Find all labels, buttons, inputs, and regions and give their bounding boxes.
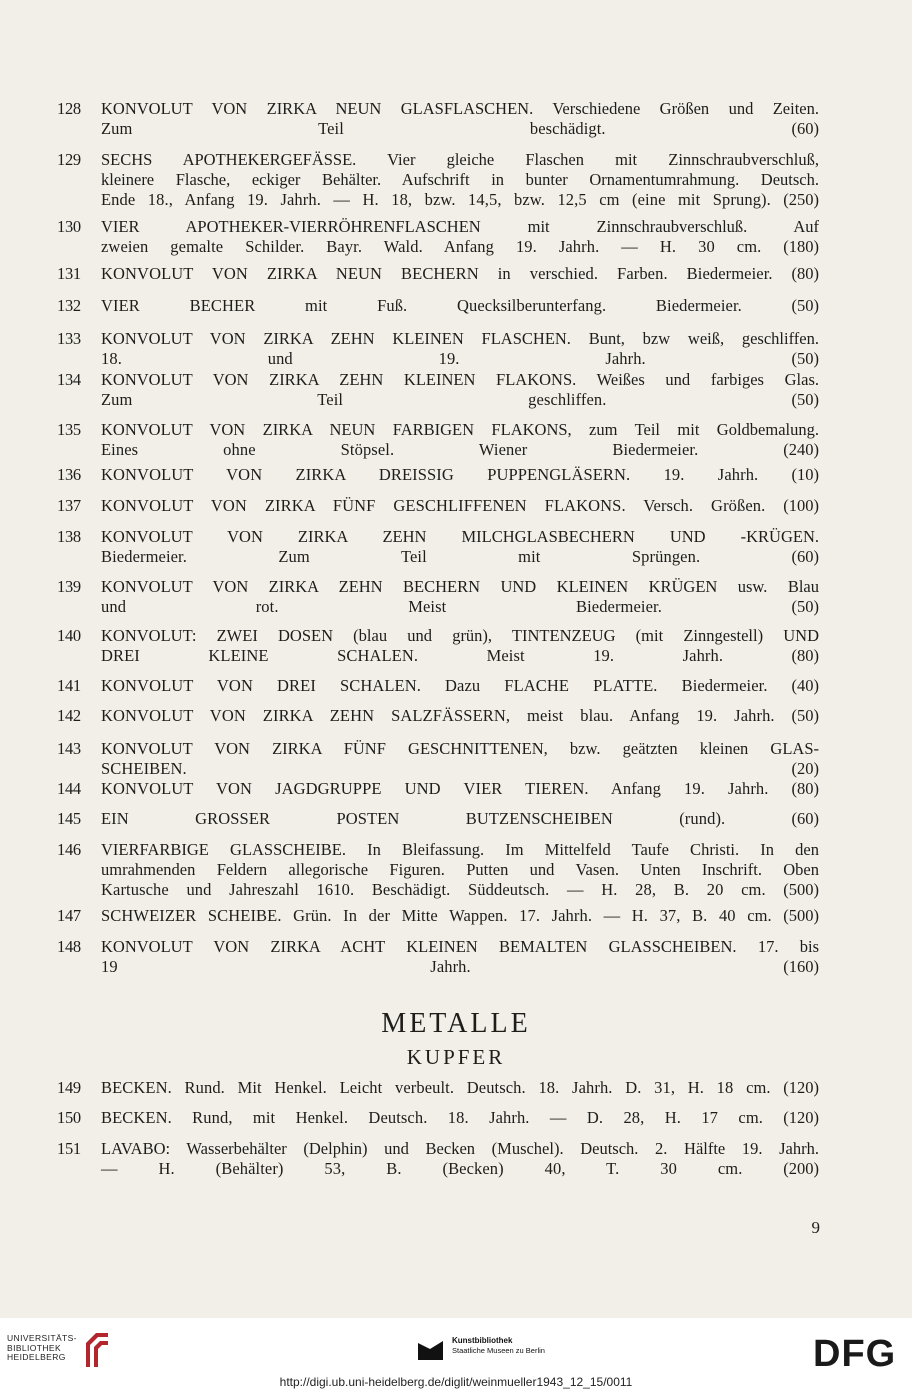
description-last-line [101, 779, 819, 799]
description-text: SCHWEIZER SCHEIBE. Grün. In der Mitte Wappen. 17. Jahrh. — H. 37, B. 40 cm. [101, 906, 772, 925]
lot-description [101, 937, 819, 977]
lot-number: 143 [57, 739, 81, 758]
lot-description [101, 370, 819, 410]
estimate-price: (20) [791, 759, 819, 778]
description-last-line [101, 706, 819, 726]
estimate-price: (80) [791, 646, 820, 665]
estimate-price: (50) [791, 390, 819, 409]
description-line: umrahmenden Feldern allegorische Figuren. Putten und Vasen. Unten Inschrift. Oben [101, 860, 819, 879]
estimate-price: (40) [791, 676, 820, 695]
lot-number: 141 [57, 676, 81, 695]
description-line: KONVOLUT VON ZIRKA ZEHN KLEINEN FLAKONS. Weißes und farbiges Glas. [101, 370, 819, 389]
description-text: 19 Jahrh. [101, 957, 471, 976]
description-text: KONVOLUT VON JAGDGRUPPE UND VIER TIEREN. Anfang 19. Jahrh. [101, 779, 769, 798]
description-text: Kartusche und Jahreszahl 1610. Beschädigt. Süddeutsch. — H. 28, B. 20 cm. [101, 880, 766, 899]
description-last-line [101, 646, 819, 666]
lot-description [101, 496, 819, 516]
description-last-line [101, 880, 819, 900]
description-text: KONVOLUT VON ZIRKA DREISSIG PUPPENGLÄSERN. 19. Jahrh. [101, 465, 759, 484]
dfg-logo: DFG [813, 1333, 897, 1375]
description-text: Zum Teil geschliffen. [101, 390, 607, 409]
lot-description [101, 906, 819, 926]
lot-number: 144 [57, 779, 81, 798]
estimate-price: (50) [791, 349, 820, 368]
description-text: KONVOLUT VON ZIRKA FÜNF GESCHLIFFENEN FLAKONS. Versch. Größen. [101, 496, 766, 515]
description-last-line [101, 190, 819, 210]
description-last-line [101, 906, 819, 926]
description-text: KONVOLUT VON ZIRKA NEUN BECHERN in verschied. Farben. Biedermeier. [101, 264, 773, 283]
lot-number: 129 [57, 150, 81, 169]
kb-name: Kunstbibliothek [452, 1336, 513, 1345]
lot-number: 142 [57, 706, 81, 725]
description-last-line [101, 547, 819, 567]
estimate-price: (50) [791, 706, 819, 725]
lot-number: 138 [57, 527, 81, 546]
lot-description [101, 676, 819, 696]
description-line: SECHS APOTHEKERGEFÄSSE. Vier gleiche Flaschen mit Zinnschraubverschluß, [101, 150, 819, 169]
description-line: kleinere Flasche, eckiger Behälter. Aufschrift in bunter Ornamentumrahmung. Deutsch. [101, 170, 819, 189]
description-last-line [101, 465, 819, 485]
lot-description [101, 706, 819, 726]
university-library-name [7, 1334, 77, 1363]
description-line: VIER APOTHEKER-VIERRÖHRENFLASCHEN mit Zinnschraubverschluß. Auf [101, 217, 819, 236]
lot-number: 149 [57, 1078, 81, 1097]
university-line: HEIDELBERG [7, 1352, 66, 1362]
estimate-price: (100) [783, 496, 819, 515]
estimate-price: (60) [791, 809, 820, 828]
lot-description [101, 1139, 819, 1179]
description-text: 18. und 19. Jahrh. [101, 349, 646, 368]
description-last-line [101, 440, 819, 460]
university-logo-icon [82, 1331, 112, 1369]
lot-description [101, 465, 819, 485]
description-line: KONVOLUT VON ZIRKA ZEHN KLEINEN FLASCHEN. Bunt, bzw weiß, geschliffen. [101, 329, 819, 348]
description-last-line [101, 957, 819, 977]
lot-description [101, 217, 819, 257]
lot-number: 136 [57, 465, 81, 484]
lot-number: 140 [57, 626, 81, 645]
description-last-line [101, 296, 819, 316]
lot-description [101, 809, 819, 829]
lot-number: 134 [57, 370, 81, 389]
description-last-line [101, 349, 819, 369]
lot-number: 128 [57, 99, 81, 118]
lot-description [101, 840, 819, 900]
description-line: LAVABO: Wasserbehälter (Delphin) und Becken (Muschel). Deutsch. 2. Hälfte 19. Jahrh. [101, 1139, 819, 1158]
lot-description [101, 779, 819, 799]
lot-number: 150 [57, 1108, 81, 1127]
description-text: SCHEIBEN. [101, 759, 187, 778]
description-last-line [101, 264, 819, 284]
lot-number: 148 [57, 937, 81, 956]
kunstbibliothek-text [452, 1336, 545, 1356]
university-line: UNIVERSITÄTS- [7, 1333, 77, 1343]
estimate-price: (500) [783, 880, 819, 899]
estimate-price: (50) [791, 296, 820, 315]
description-line: KONVOLUT VON ZIRKA NEUN FARBIGEN FLAKONS, zum Teil mit Goldbemalung. [101, 420, 819, 439]
description-text: und rot. Meist Biedermeier. [101, 597, 662, 616]
description-last-line [101, 1159, 819, 1179]
lot-description [101, 264, 819, 284]
lot-description [101, 577, 819, 617]
estimate-price: (250) [783, 190, 820, 209]
description-text: Zum Teil beschädigt. [101, 119, 606, 138]
lot-number: 135 [57, 420, 81, 439]
description-last-line [101, 496, 819, 516]
kb-subtitle: Staatliche Museen zu Berlin [452, 1346, 545, 1355]
estimate-price: (10) [791, 465, 819, 484]
footer-bar [0, 1318, 912, 1389]
lot-description [101, 329, 819, 369]
lot-number: 137 [57, 496, 81, 515]
description-text: KONVOLUT VON ZIRKA ZEHN SALZFÄSSERN, meist blau. Anfang 19. Jahrh. [101, 706, 775, 725]
description-text: Biedermeier. Zum Teil mit Sprüngen. [101, 547, 701, 566]
lot-description [101, 739, 819, 779]
estimate-price: (160) [783, 957, 820, 976]
section-heading: METALLE [381, 1008, 531, 1039]
lot-description [101, 626, 819, 666]
lot-number: 139 [57, 577, 81, 596]
lot-number: 147 [57, 906, 81, 925]
description-last-line [101, 809, 819, 829]
description-line: KONVOLUT VON ZIRKA ACHT KLEINEN BEMALTEN GLASSCHEIBEN. 17. bis [101, 937, 819, 956]
description-last-line [101, 390, 819, 410]
description-line: KONVOLUT VON ZIRKA FÜNF GESCHNITTENEN, bzw. geätzten kleinen GLAS- [101, 739, 819, 758]
description-last-line [101, 1108, 819, 1128]
lot-number: 131 [57, 264, 81, 283]
description-line: KONVOLUT VON ZIRKA ZEHN BECHERN UND KLEINEN KRÜGEN usw. Blau [101, 577, 819, 596]
description-text: BECKEN. Rund. Mit Henkel. Leicht verbeult. Deutsch. 18. Jahrh. D. 31, H. 18 cm. [101, 1078, 771, 1097]
description-text: KONVOLUT VON DREI SCHALEN. Dazu FLACHE PLATTE. Biedermeier. [101, 676, 768, 695]
description-last-line [101, 759, 819, 779]
estimate-price: (80) [791, 264, 819, 283]
estimate-price: (500) [783, 906, 820, 925]
description-text: DREI KLEINE SCHALEN. Meist 19. Jahrh. [101, 646, 724, 665]
lot-description [101, 1078, 819, 1098]
lot-number: 133 [57, 329, 81, 348]
subsection-heading: KUPFER [406, 1045, 506, 1069]
description-last-line [101, 597, 819, 617]
description-line: KONVOLUT VON ZIRKA NEUN GLASFLASCHEN. Verschiedene Größen und Zeiten. [101, 99, 819, 118]
estimate-price: (60) [791, 547, 820, 566]
lot-number: 145 [57, 809, 81, 828]
description-text: VIER BECHER mit Fuß. Quecksilberunterfang. Biedermeier. [101, 296, 742, 315]
estimate-price: (120) [783, 1108, 819, 1127]
source-url[interactable]: http://digi.ub.uni-heidelberg.de/diglit/weinmueller1943_12_15/0011 [279, 1375, 633, 1389]
description-last-line [101, 119, 819, 139]
lot-description [101, 527, 819, 567]
lot-description [101, 1108, 819, 1128]
description-line: KONVOLUT: ZWEI DOSEN (blau und grün), TINTENZEUG (mit Zinngestell) UND [101, 626, 819, 645]
university-line: BIBLIOTHEK [7, 1342, 62, 1353]
description-text: Ende 18., Anfang 19. Jahrh. — H. 18, bzw. 14,5, bzw. 12,5 cm (eine mit Sprung). [101, 190, 771, 209]
lot-description [101, 296, 819, 316]
lot-number: 151 [57, 1139, 81, 1158]
kunstbibliothek-logo-icon [418, 1335, 443, 1360]
description-last-line [101, 237, 819, 257]
estimate-price: (80) [791, 779, 819, 798]
page-number: 9 [811, 1218, 820, 1237]
estimate-price: (60) [791, 119, 819, 138]
description-text: — H. (Behälter) 53, B. (Becken) 40, T. 30 cm. [101, 1159, 743, 1178]
lot-description [101, 99, 819, 139]
description-line: VIERFARBIGE GLASSCHEIBE. In Bleifassung. Im Mittelfeld Taufe Christi. In den [101, 840, 819, 859]
estimate-price: (50) [791, 597, 819, 616]
estimate-price: (240) [783, 440, 820, 459]
lot-number: 146 [57, 840, 81, 859]
description-text: zweien gemalte Schilder. Bayr. Wald. Anfang 19. Jahrh. — H. 30 cm. [101, 237, 762, 256]
estimate-price: (200) [783, 1159, 820, 1178]
description-line: KONVOLUT VON ZIRKA ZEHN MILCHGLASBECHERN UND -KRÜGEN. [101, 527, 819, 546]
description-last-line [101, 1078, 819, 1098]
description-text: Eines ohne Stöpsel. Wiener Biedermeier. [101, 440, 699, 459]
estimate-price: (120) [783, 1078, 819, 1097]
lot-description [101, 420, 819, 460]
estimate-price: (180) [783, 237, 820, 256]
lot-number: 130 [57, 217, 81, 236]
description-last-line [101, 676, 819, 696]
description-text: BECKEN. Rund, mit Henkel. Deutsch. 18. Jahrh. — D. 28, H. 17 cm. [101, 1108, 763, 1127]
lot-description [101, 150, 819, 210]
lot-number: 132 [57, 296, 81, 315]
description-text: EIN GROSSER POSTEN BUTZENSCHEIBEN (rund). [101, 809, 726, 828]
